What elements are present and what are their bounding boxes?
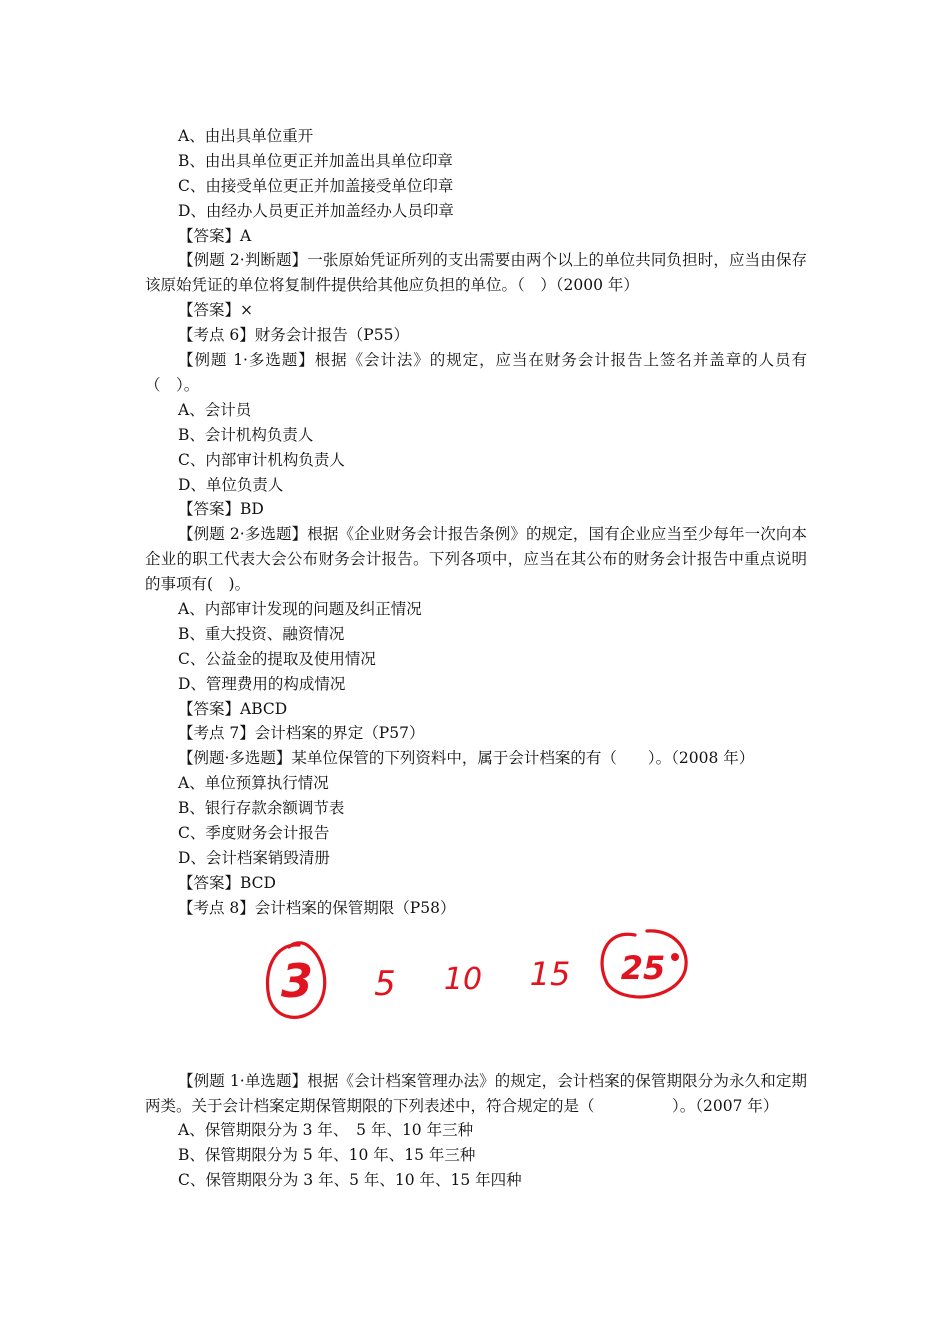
handwritten-number: 10 bbox=[443, 962, 483, 997]
option-a: A、会计员 bbox=[178, 400, 252, 419]
option-b: B、银行存款余额调节表 bbox=[178, 799, 345, 818]
option-b: B、由出具单位更正并加盖出具单位印章 bbox=[178, 151, 453, 170]
option-c: C、由接受单位更正并加盖接受单位印章 bbox=[178, 176, 454, 195]
question-multiple-choice: 【例题 2·多选题】根据《企业财务会计报告条例》的规定，国有企业应当至少每年一次向本企业的职工代表大会公布财务会计报告。下列各项中，应当在其公布的财务会计报告中重点说明的事项有( )。 bbox=[145, 525, 807, 594]
option-c: C、内部审计机构负责人 bbox=[178, 450, 345, 469]
answer: 【答案】BD bbox=[178, 500, 264, 519]
handwritten-numbers bbox=[281, 949, 665, 1008]
dot-mark bbox=[671, 953, 679, 961]
handwritten-number: 5 bbox=[374, 964, 396, 1004]
answer: 【答案】A bbox=[178, 226, 252, 245]
handwritten-number: 25 bbox=[620, 949, 666, 987]
option-c: C、公益金的提取及使用情况 bbox=[178, 649, 376, 668]
option-d: D、管理费用的构成情况 bbox=[178, 674, 346, 693]
handwritten-number: 15 bbox=[529, 955, 571, 993]
handwritten-number: 3 bbox=[280, 954, 314, 1008]
question-true-false: 【例题 2·判断题】一张原始凭证所列的支出需要由两个以上的单位共同负担时，应当由保存该原始凭证的单位将复制件提供给其他应负担的单位。（ ）（2000 年） bbox=[145, 251, 807, 295]
topic-heading: 【考点 8】会计档案的保管期限（P58） bbox=[178, 898, 456, 917]
answer: 【答案】× bbox=[178, 301, 253, 320]
question-multiple-choice: 【例题·多选题】某单位保管的下列资料中，属于会计档案的有（ ）。（2008 年） bbox=[178, 749, 755, 768]
option-c: C、保管期限分为 3 年、5 年、10 年、15 年四种 bbox=[178, 1171, 522, 1190]
answer: 【答案】ABCD bbox=[178, 699, 288, 718]
option-d: D、单位负责人 bbox=[178, 475, 284, 494]
handwritten-annotation bbox=[255, 915, 695, 1035]
option-b: B、会计机构负责人 bbox=[178, 425, 314, 444]
option-d: D、由经办人员更正并加盖经办人员印章 bbox=[178, 201, 454, 220]
option-b: B、重大投资、融资情况 bbox=[178, 624, 345, 643]
option-a: A、单位预算执行情况 bbox=[178, 774, 329, 793]
option-c: C、季度财务会计报告 bbox=[178, 824, 330, 843]
option-d: D、会计档案销毁清册 bbox=[178, 848, 330, 867]
topic-heading: 【考点 7】会计档案的界定（P57） bbox=[178, 724, 425, 743]
topic-heading: 【考点 6】财务会计报告（P55） bbox=[178, 326, 409, 345]
option-a: A、内部审计发现的问题及纠正情况 bbox=[178, 600, 422, 619]
option-a: A、保管期限分为 3 年、 5 年、10 年三种 bbox=[178, 1121, 474, 1140]
option-a: A、由出具单位重开 bbox=[178, 127, 314, 145]
question-single-choice: 【例题 1·单选题】根据《会计档案管理办法》的规定，会计档案的保管期限分为永久和定期两类。关于会计档案定期保管期限的下列表述中，符合规定的是（ ）。（2007 年） bbox=[145, 1071, 807, 1115]
answer: 【答案】BCD bbox=[178, 873, 276, 892]
option-b: B、保管期限分为 5 年、10 年、15 年三种 bbox=[178, 1146, 476, 1165]
question-multiple-choice: 【例题 1·多选题】根据《会计法》的规定，应当在财务会计报告上签名并盖章的人员有（ ）。 bbox=[145, 351, 807, 394]
